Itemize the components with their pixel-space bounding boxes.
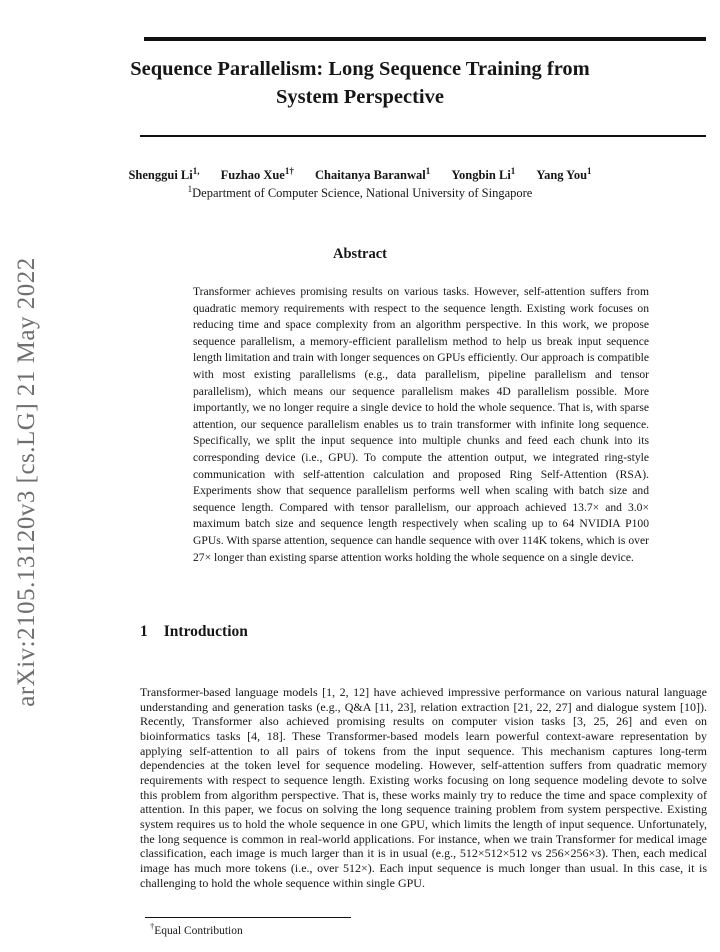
author-yang-you <box>536 168 591 182</box>
abstract-text: Transformer achieves promising results on various tasks. However, self-attention suffers from quadratic memory requirements with respect to the sequence length. Existing work focuses on reducing time and space complexity from an algorithm perspective. In this work, we propose sequence parallelism, a memory-efficient parallelism method to help us break input sequence length limitation and train with longer sequences on GPUs efficiently. Our approach is compatible with most existing parallelisms (e.g., data parallelism, pipeline parallelism and tensor parallelism), which means our sequence parallelism makes 4D parallelism possible. More importantly, we no longer require a single device to hold the whole sequence. That is, with sparse attention, our sequence parallelism enables us to train transformer with infinite long sequence. Specifically, we split the input sequence into multiple chunks and feed each chunk into its corresponding device (i.e., GPU). To compute the attention output, we integrated ring-style communication with self-attention calculation and proposed Ring Self-Attention (RSA). Experiments show that sequence parallelism performs well when scaling with batch size and sequence length. Compared with tensor parallelism, our approach achieved 13.7× and 3.0× maximum batch size and sequence length respectively when scaling up to 64 NVIDIA P100 GPUs. With sparse attention, sequence can handle sequence with over 114K tokens, which is over 27× longer than existing sparse attention works holding the whole sequence on a single device. <box>193 285 649 564</box>
author-superscript: 1, <box>192 166 200 176</box>
author-shenggui-li <box>128 168 199 182</box>
affiliation-superscript: 1 <box>187 184 193 194</box>
introduction-paragraph: Transformer-based language models [1, 2, 12] have achieved impressive performance on various natural language understanding and generation tasks (e.g., Q&A [11, 23], relation extraction [21, 22, 27] and dialogue system [10]). Recently, Transformer also achieved promising results on computer vision tasks [3, 25, 26] and even on bioinformatics tasks [4, 18]. These Transformer-based models learn powerful context-aware representation by applying self-attention to all pairs of tokens from the input sequence. This mechanism captures long-term dependencies at the token level for sequence modeling. However, self-attention suffers from quadratic memory requirements with respect to sequence length. Existing works focusing on long sequence modeling devote to solve this problem from algorithm perspective. That is, these works mainly try to reduce the time and space complexity of attention. In this paper, we focus on solving the long sequence training problem from system perspective. Existing system requires us to hold the whole sequence in one GPU, which limits the length of input sequence. Unfortunately, the long sequence is common in real-world applications. For instance, when we train Transformer for medical image classification, each image is much larger than it is in usual (e.g., 512×512×512 vs 256×256×3). Then, each medical image has much more tokens (i.e., over 512×). Each input sequence is much longer than usual. In this case, it is challenging to hold the whole sequence within single GPU. <box>140 685 707 890</box>
author-name: Yongbin Li <box>451 168 511 183</box>
abstract-heading: Abstract <box>333 246 387 262</box>
affiliation-text: Department of Computer Science, National University of Singapore <box>192 186 533 201</box>
author-superscript: 1† <box>284 166 294 176</box>
title-rule-top <box>144 37 706 41</box>
section-title: Introduction <box>163 623 248 640</box>
footnote-dagger: † <box>150 921 155 931</box>
footnote-rule <box>145 917 351 918</box>
author-name: Fuzhao Xue <box>220 168 285 183</box>
arxiv-watermark: arXiv:2105.13120v3 [cs.LG] 21 May 2022 <box>13 257 40 707</box>
author-name: Shenggui Li <box>128 168 193 183</box>
author-name: Yang You <box>536 168 588 183</box>
author-superscript: 1 <box>587 166 592 176</box>
authors-line <box>0 166 720 183</box>
author-chaitanya-baranwal <box>315 168 430 182</box>
section-heading-introduction <box>140 623 248 641</box>
title-rule-bottom <box>140 135 706 137</box>
paper-title: Sequence Parallelism: Long Sequence Training from System Perspective <box>130 58 590 108</box>
affiliation <box>0 184 720 201</box>
author-superscript: 1 <box>510 166 516 176</box>
author-name: Chaitanya Baranwal <box>314 168 426 183</box>
author-superscript: 1 <box>425 166 431 176</box>
section-number: 1 <box>140 623 148 640</box>
footnote-text: Equal Contribution <box>154 924 243 937</box>
author-yongbin-li <box>451 168 515 182</box>
author-fuzhao-xue <box>221 168 294 182</box>
footnote <box>150 921 243 937</box>
